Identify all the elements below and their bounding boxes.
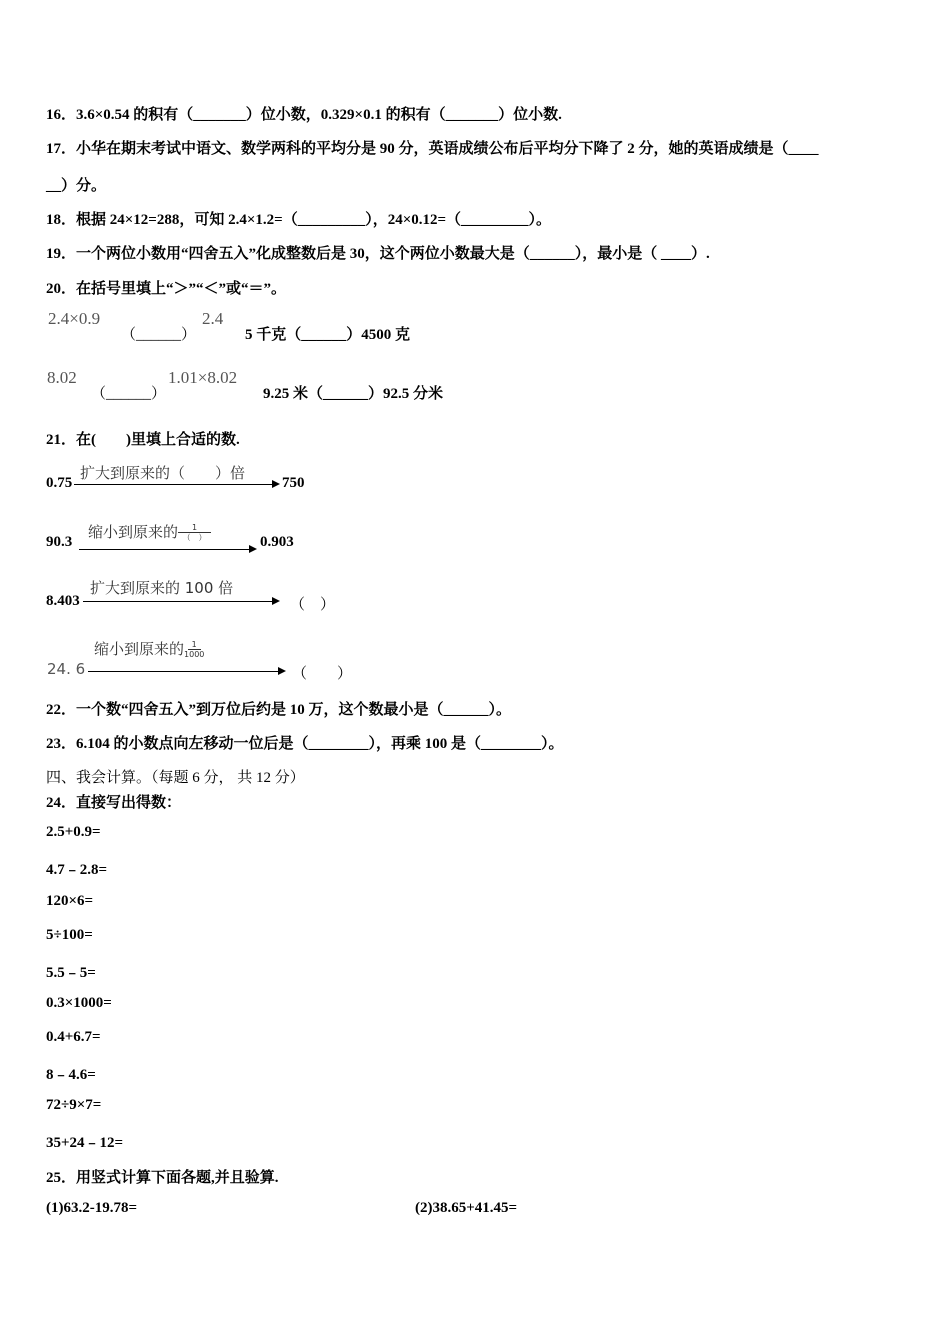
arrow [74,484,278,485]
question-22: 22．一个数“四舍五入”到万位后约是 10 万，这个数最小是（______）。 [46,702,512,718]
question-19: 19．一个两位小数用“四舍五入”化成整数后是 30，这个两位小数最大是（______），最小是（ ____）. [46,246,710,262]
question-23: 23．6.104 的小数点向左移动一位后是（________），再乘 100 是（________）。 [46,736,564,752]
section-heading: 四、我会计算。（每题 6 分， 共 12 分） [46,770,305,786]
compare-item: 9.25 米（______）92.5 分米 [263,386,444,402]
from-value: 24. 6 [47,660,86,678]
fraction: $\frac{1}{1000}$ [184,640,205,659]
blank: （______） [121,327,197,343]
compare-item: 5 千克（______）4500 克 [245,327,411,343]
calc-item: 0.4+6.7= [46,1029,101,1045]
question-17: 17．小华在期末考试中语文、数学两科的平均分是 90 分，英语成绩公布后平均分下降了 2 分，她的英语成绩是（____ [46,141,819,157]
problem-1: (1)63.2-19.78= [46,1200,138,1216]
arrow-label: 扩大到原来的 100 倍 [90,579,234,597]
to-value: （ ） [292,666,353,682]
calc-item: 5.5﹣5= [46,965,96,981]
question-17-cont: __）分。 [46,178,107,194]
arrow [79,549,255,550]
expr: 2.4 [202,309,224,328]
calc-item: 5÷100= [46,927,93,943]
to-value: （ ） [290,597,336,613]
expr: 8.02 [47,368,77,387]
question-16: 16．3.6×0.54 的积有（_______）位小数，0.329×0.1 的积有（_______）位小数. [46,107,562,123]
blank: （______） [91,386,167,402]
calc-item: 35+24﹣12= [46,1135,124,1151]
question-20-title: 20．在括号里填上“＞”“＜”或“＝”。 [46,281,287,297]
from-value: 0.75 [46,475,73,491]
expr: 2.4×0.9 [48,309,101,328]
question-25-title: 25．用竖式计算下面各题,并且验算. [46,1170,279,1186]
arrow [88,671,284,672]
arrow-label: 缩小到原来的 $\frac{1}{1000}$ [94,640,205,659]
arrow-label: 扩大到原来的（ ）倍 [80,464,246,482]
arrow-label: 缩小到原来的 $\frac{1}{( )}$ [88,521,211,542]
problem-2: (2)38.65+41.45= [415,1200,518,1216]
question-18: 18．根据 24×12=288，可知 2.4×1.2=（_________），24×0.12=（_________）。 [46,212,552,228]
expr: 1.01×8.02 [168,368,238,387]
arrow [83,601,278,602]
from-value: 8.403 [46,593,80,609]
question-21-title: 21．在( )里填上合适的数. [46,432,240,448]
to-value: 750 [282,475,305,491]
question-24-title: 24．直接写出得数： [46,795,182,811]
from-value: 90.3 [46,534,73,550]
calc-item: 4.7﹣2.8= [46,862,108,878]
calc-item: 0.3×1000= [46,995,112,1011]
calc-item: 8﹣4.6= [46,1067,96,1083]
fraction: $\frac{1}{( )}$ [178,523,211,542]
to-value: 0.903 [260,534,294,550]
calc-item: 120×6= [46,893,94,909]
calc-item: 72÷9×7= [46,1097,102,1113]
calc-item: 2.5+0.9= [46,824,101,840]
